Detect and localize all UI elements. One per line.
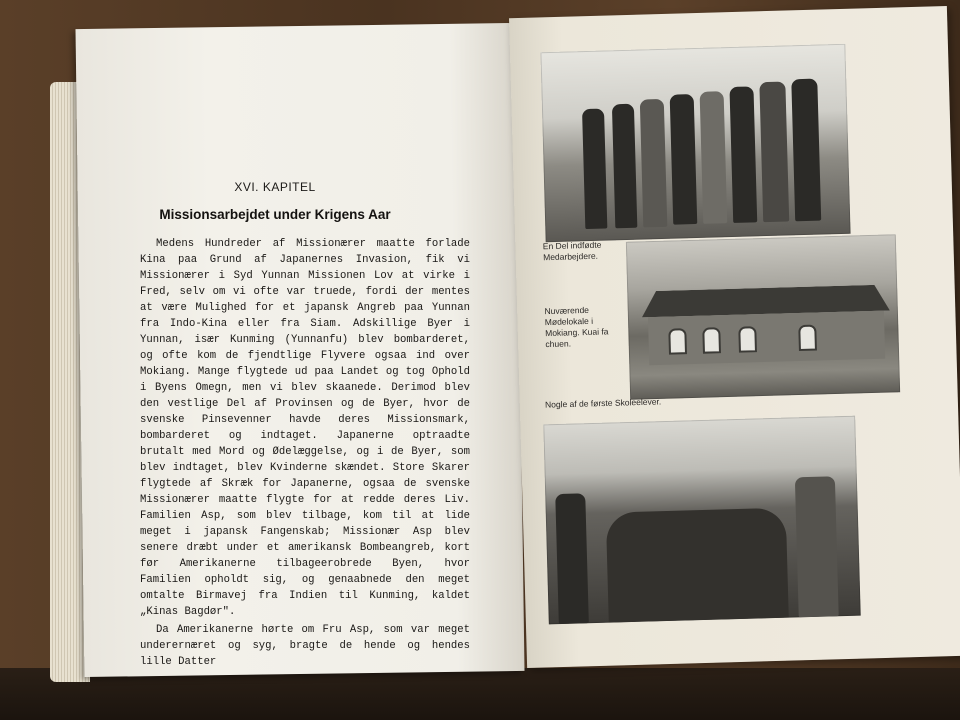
caption-workers: En Del indfødte Medarbejdere. [542,239,602,263]
window [702,327,721,353]
figure [670,94,698,225]
paragraph: Da Amerikanerne hørte om Fru Asp, som var meget underernæret og syg, bragte de hende og hendes lille Datter [140,624,470,668]
photo-workers [540,44,850,242]
body-text [140,236,470,670]
figure [582,109,607,230]
figure [700,91,728,224]
caption-students: Nogle af de første Skoleelever. [544,396,662,410]
chapter-heading: Missionsarbejdet under Krigens Aar [159,207,391,222]
photo-students [543,416,860,625]
figure [729,86,757,223]
paragraph: Medens Hundreder af Missionærer maatte forlade Kina paa Grund af Japanernes Invasion, fik vi Missionærer i Syd Yunnan Missionen Lov at virke i Fred, selv om vi ofte var truede, fordi der mentes at være Mulighed for et japansk Angreb paa Yunnan fra Indo-Kina eller fra Siam. Adskillige Byer i Yunnan, især Kunming (Yunnanfu) blev bombarderet, og ofte kom de fjendtlige Flyvere ogsaa ind over Mokiang. Mange flygtede ud paa Landet og tog Ophold i Byens Omegn, men vi blev skaanede. Derimod blev den vestlige Del af Provinsen og de Byer, hvor de svenske Pinsevenner havde deres Missionsmark, bombarderet og indtaget. Japanerne optraadte brutalt med Mord og Ødelæggelse, og i de Byer, som blev indtaget, blev Kvinderne skændet. Store Skarer flygtede af Skræk for Japanerne, ogsaa de svenske Missionærer maatte flygte for at redde deres Liv. Familien Asp, som blev tilbage, kom til at lide meget i japansk Fangenskab; Missionær Asp blev senere dræbt under et amerikansk Bombeangreb, kort før Amerikanerne tilbageerobrede Byen, hvor Familien opholdt sig, og genaabnede den meget omtalte Birmavej fra Indien til Kunming, kaldet „Kinas Bagdør". [140,238,470,618]
figure [640,99,668,228]
figure [555,493,589,624]
chapter-title: XVI. KAPITEL [234,180,316,194]
window [798,325,817,351]
photo-meeting-hall [626,234,900,399]
window [668,328,687,354]
caption-meeting-hall: Nuværende Mødelokale i Mokiang. Kuai fa chuen. [544,304,609,350]
figure [791,79,821,222]
figure [612,104,637,229]
figure [759,81,789,222]
window [738,326,757,352]
figure [795,476,839,617]
group-of-children [606,508,789,623]
